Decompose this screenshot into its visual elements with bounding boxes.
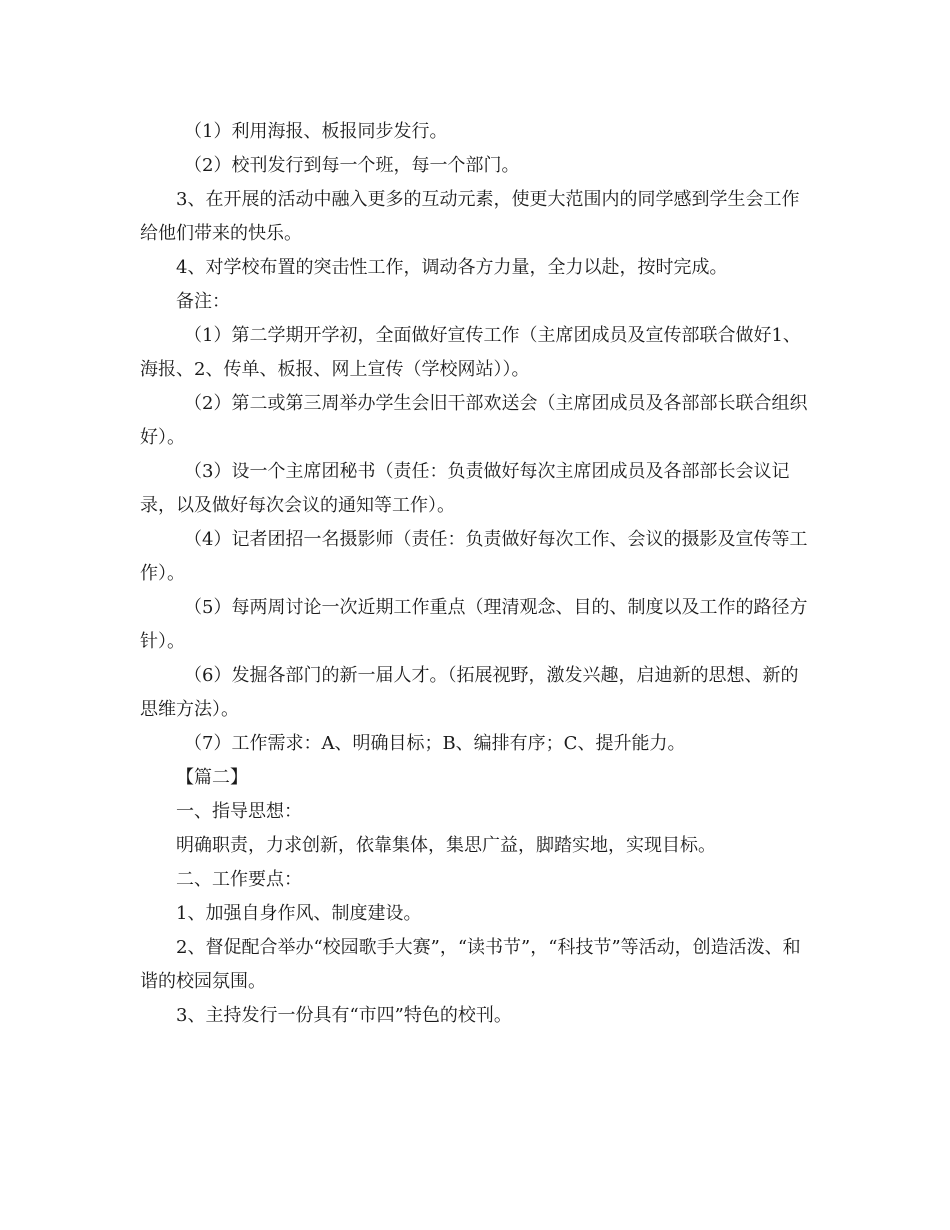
note-item-7: （7）工作需求：A、明确目标；B、编排有序；C、提升能力。 [184,733,686,754]
paragraph-guiding-principle: 明确职责，力求创新，依靠集体，集思广益，脚踏实地，实现目标。 [176,835,716,856]
section-heading-part-two: 【篇二】 [176,767,248,788]
note-item-2: （2）第二或第三周举办学生会旧干部欢送会（主席团成员及各部部长联合组织好）。 [140,393,808,448]
paragraph-2: （2）校刊发行到每一个班，每一个部门。 [184,155,520,176]
work-point-2: 2、督促配合举办“校园歌手大赛”，“读书节”，“科技节”等活动，创造活泼、和谐的校园氛围。 [140,937,801,992]
note-item-6: （6）发掘各部门的新一届人才。（拓展视野，激发兴趣，启迪新的思想、新的思维方法）。 [140,665,799,720]
heading-guiding-principle: 一、指导思想： [176,801,302,822]
work-point-1: 1、加强自身作风、制度建设。 [176,903,422,924]
note-item-4: （4）记者团招一名摄影师（责任：负责做好每次工作、会议的摄影及宣传等工作）。 [140,529,808,584]
paragraph-notes-heading: 备注： [176,291,230,312]
document-body [140,115,810,1033]
note-item-3: （3）设一个主席团秘书（责任：负责做好每次主席团成员及各部部长会议记录，以及做好每次会议的通知等工作）。 [140,461,790,516]
paragraph-4: 4、对学校布置的突击性工作，调动各方力量，全力以赴，按时完成。 [176,257,728,278]
heading-work-points: 二、工作要点： [176,869,302,890]
paragraph-1: （1）利用海报、板报同步发行。 [184,121,448,142]
work-point-3: 3、主持发行一份具有“市四”特色的校刊。 [176,1005,512,1026]
note-item-5: （5）每两周讨论一次近期工作重点（理清观念、目的、制度以及工作的路径方针）。 [140,597,808,652]
note-item-1: （1）第二学期开学初，全面做好宣传工作（主席团成员及宣传部联合做好1、海报、2、传单、板报、网上宣传（学校网站））。 [140,325,801,380]
paragraph-3: 3、在开展的活动中融入更多的互动元素，使更大范围内的同学感到学生会工作给他们带来的快乐。 [140,189,800,244]
